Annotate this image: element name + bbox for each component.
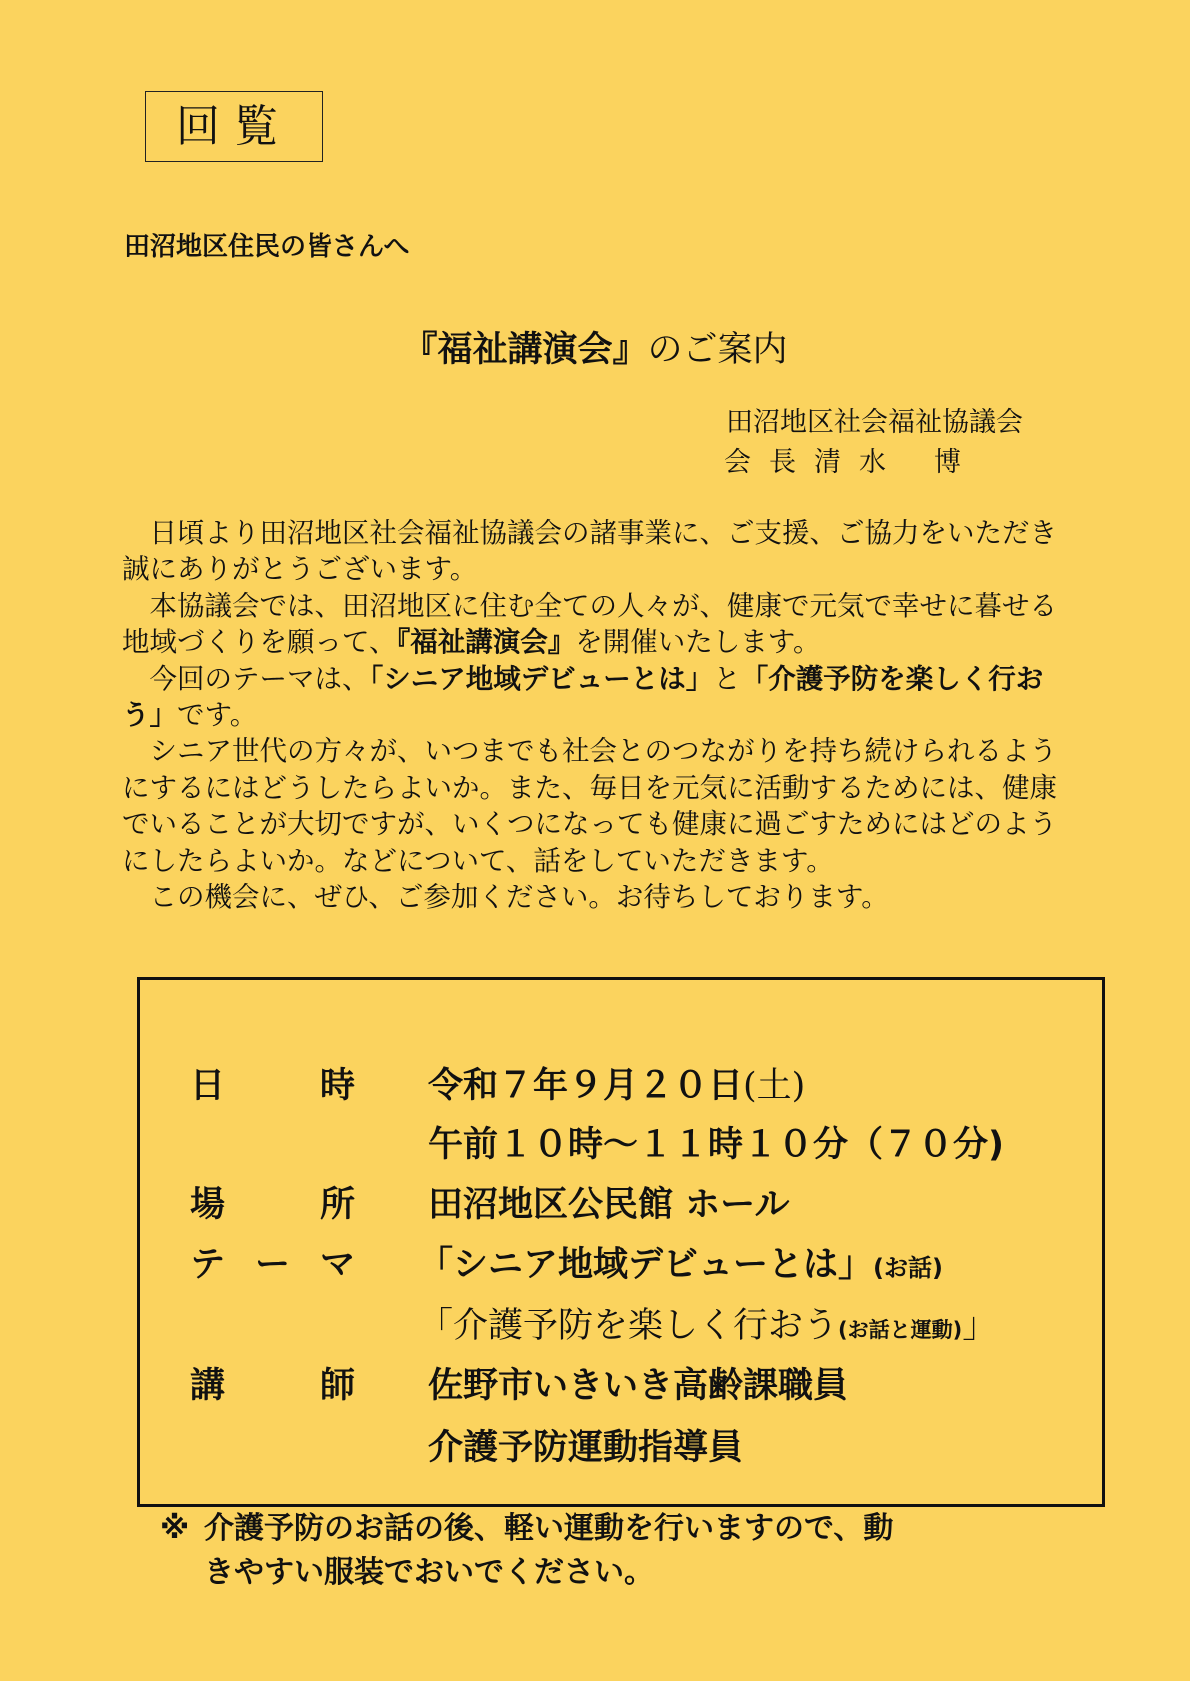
note-line: 介護予防のお話の後、軽い運動を行いますので、動 <box>204 1511 894 1546</box>
chair-char: 会 <box>724 447 751 478</box>
footnote <box>160 1507 1090 1595</box>
sender-chair <box>724 440 961 479</box>
chair-char: 水 <box>859 447 886 478</box>
note-line: きやすい服装でおいでください。 <box>204 1555 654 1590</box>
body-paragraph: 日頃より田沼地区社会福祉協議会の諸事業に、ご支援、ご協力をいただき誠にありがとうございます。 <box>122 517 1057 586</box>
lecturer-value-2: 介護予防運動指導員 <box>428 1428 744 1468</box>
lecturer-value-1: 佐野市いきいき高齢課職員 <box>428 1366 849 1406</box>
page-title <box>0 322 1190 372</box>
title-suffix: のご案内 <box>647 330 788 370</box>
chair-char: 長 <box>769 447 796 478</box>
time-value: 午前１０時～１１時１０分（７０分) <box>428 1125 1004 1165</box>
lecturer-label: 講師 <box>190 1366 355 1406</box>
place-value: 田沼地区公民館 ホール <box>428 1185 790 1225</box>
date-value: 令和７年９月２０日(土) <box>428 1066 806 1106</box>
chair-char: 博 <box>934 447 961 478</box>
theme-value-2: 「介護予防を楽しく行おう(お話と運動)」 <box>418 1306 998 1346</box>
theme-label: テーマ <box>190 1245 355 1285</box>
body-paragraph: この機会に、ぜひ、ご参加ください。お待ちしております。 <box>149 881 889 914</box>
date-label: 日時 <box>190 1066 355 1106</box>
sender-organization: 田沼地区社会福祉協議会 <box>726 407 1023 438</box>
title-event-name: 『福祉講演会』 <box>402 330 648 370</box>
addressee: 田沼地区住民の皆さんへ <box>124 232 410 262</box>
circulation-stamp <box>145 91 323 162</box>
body-paragraph: 本協議会では、田沼地区に住む全ての人々が、健康で元気で幸せに暮せる地域づくりを願って、『福祉講演会』を開催いたします。 <box>122 589 1057 659</box>
theme-value-1: 「シニア地域デビューとは」(お話) <box>418 1245 943 1285</box>
circulation-label: 回覧 <box>176 101 292 152</box>
chair-char: 清 <box>814 447 841 478</box>
body-paragraph: 今回のテーマは、「シニア地域デビューとは」と「介護予防を楽しく行おう」です。 <box>122 662 1044 732</box>
note-mark: ※ <box>160 1511 190 1546</box>
place-label: 場所 <box>190 1185 355 1225</box>
body-paragraph: シニア世代の方々が、いつまでも社会とのつながりを持ち続けられるようにするにはどうしたらよいか。また、毎日を元気に活動するためには、健康でいることが大切ですが、いくつになっても健康に過ごすためにはどのようにしたらよいか。などについて、話をしていただきます。 <box>122 735 1057 877</box>
body-text <box>122 515 1072 915</box>
